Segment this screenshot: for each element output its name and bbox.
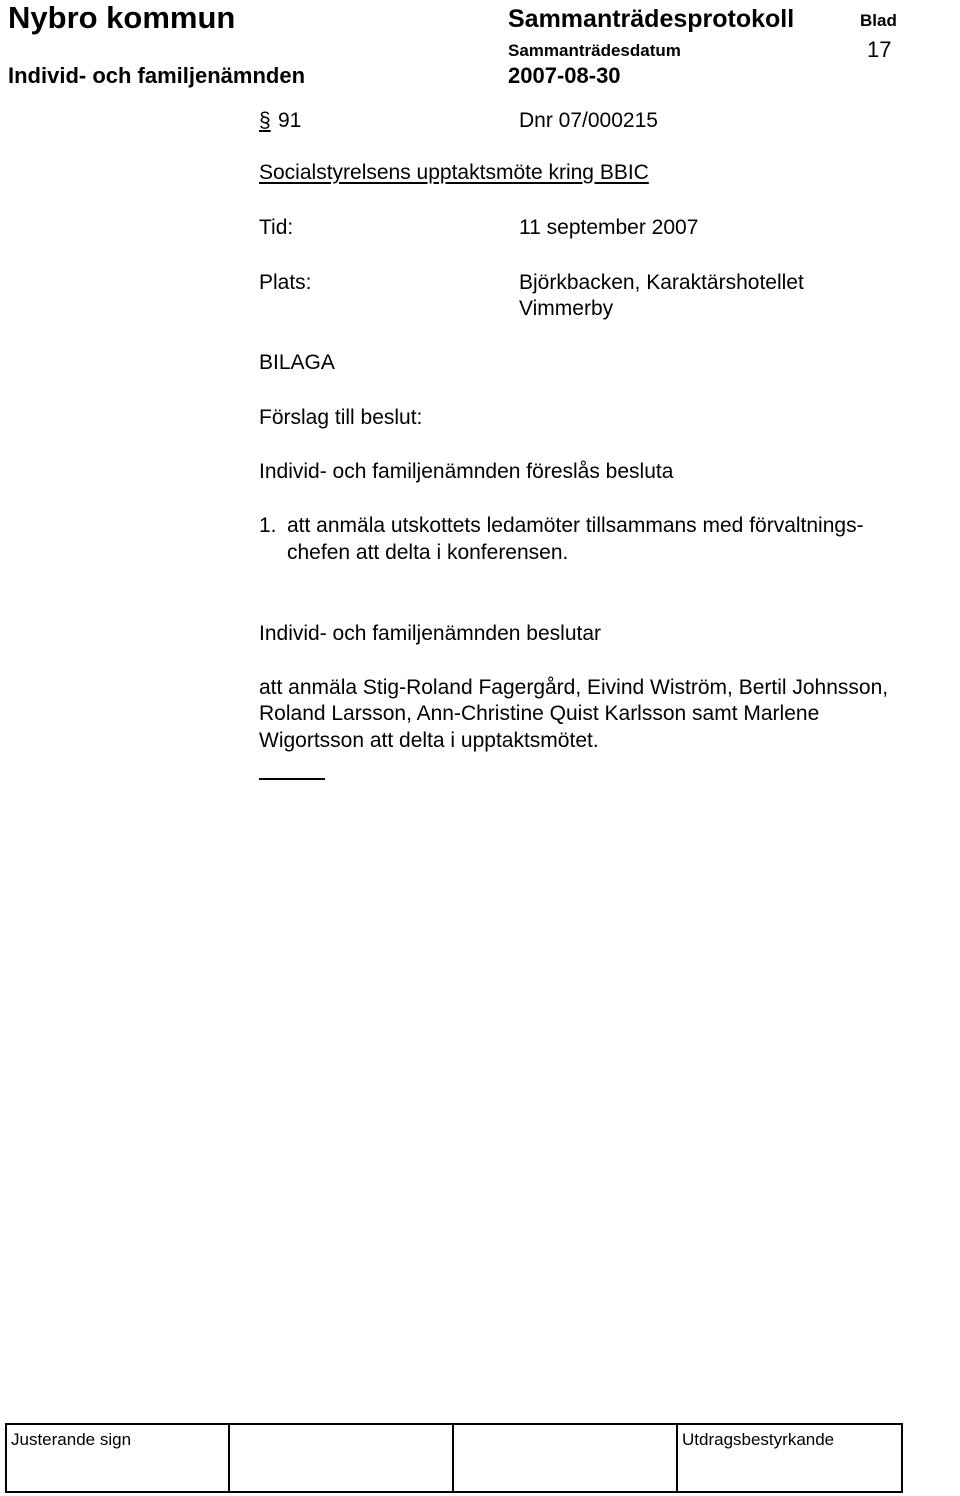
committee-name: Individ- och familjenämnden: [8, 63, 306, 88]
time-label: Tid:: [259, 216, 294, 239]
place-label: Plats:: [259, 271, 312, 294]
proposal-item-line2: chefen att delta i konferensen.: [287, 541, 569, 564]
decision-line2: Roland Larsson, Ann-Christine Quist Karlsson samt Marlene: [259, 702, 820, 725]
place-value-line1: Björkbacken, Karaktärshotellet: [519, 271, 804, 294]
attachment-label: BILAGA: [259, 351, 335, 374]
section-symbol: §: [259, 109, 271, 132]
closing-divider: [259, 778, 325, 780]
meeting-date: 2007-08-30: [508, 63, 621, 88]
decision-heading: Individ- och familjenämnden beslutar: [259, 622, 602, 645]
section-number: 91: [278, 109, 302, 132]
proposal-intro: Individ- och familjenämnden föreslås besluta: [259, 460, 674, 483]
decision-line1: att anmäla Stig-Roland Fagergård, Eivind Wiström, Bertil Johnsson,: [259, 676, 889, 699]
diary-number: Dnr 07/000215: [519, 109, 658, 132]
decision-line3: Wigortsson att delta i upptaktsmötet.: [259, 729, 599, 752]
document-type: Sammanträdesprotokoll: [508, 5, 795, 33]
time-value: 11 september 2007: [519, 216, 699, 239]
place-value-line2: Vimmerby: [519, 297, 614, 320]
page-number: 17: [867, 37, 892, 62]
proposal-heading: Förslag till beslut:: [259, 406, 423, 429]
proposal-item-number: 1.: [259, 514, 277, 537]
proposal-item-line1: att anmäla utskottets ledamöter tillsammans med förvaltnings-: [287, 514, 864, 537]
signature-cell-3: [454, 1425, 678, 1491]
signature-cell-label: Justerande sign: [11, 1430, 132, 1449]
date-label: Sammanträdesdatum: [508, 41, 681, 60]
signature-cell-2: [230, 1425, 454, 1491]
organization-name: Nybro kommun: [8, 0, 236, 35]
signature-table: [5, 1423, 903, 1493]
page-label: Blad: [860, 11, 897, 30]
signature-cell-utdragsbestyrkande: [678, 1425, 901, 1491]
signature-cell-justerande: [7, 1425, 230, 1491]
section-title: Socialstyrelsens upptaktsmöte kring BBIC: [259, 161, 649, 184]
signature-cell-label: Utdragsbestyrkande: [682, 1430, 835, 1449]
